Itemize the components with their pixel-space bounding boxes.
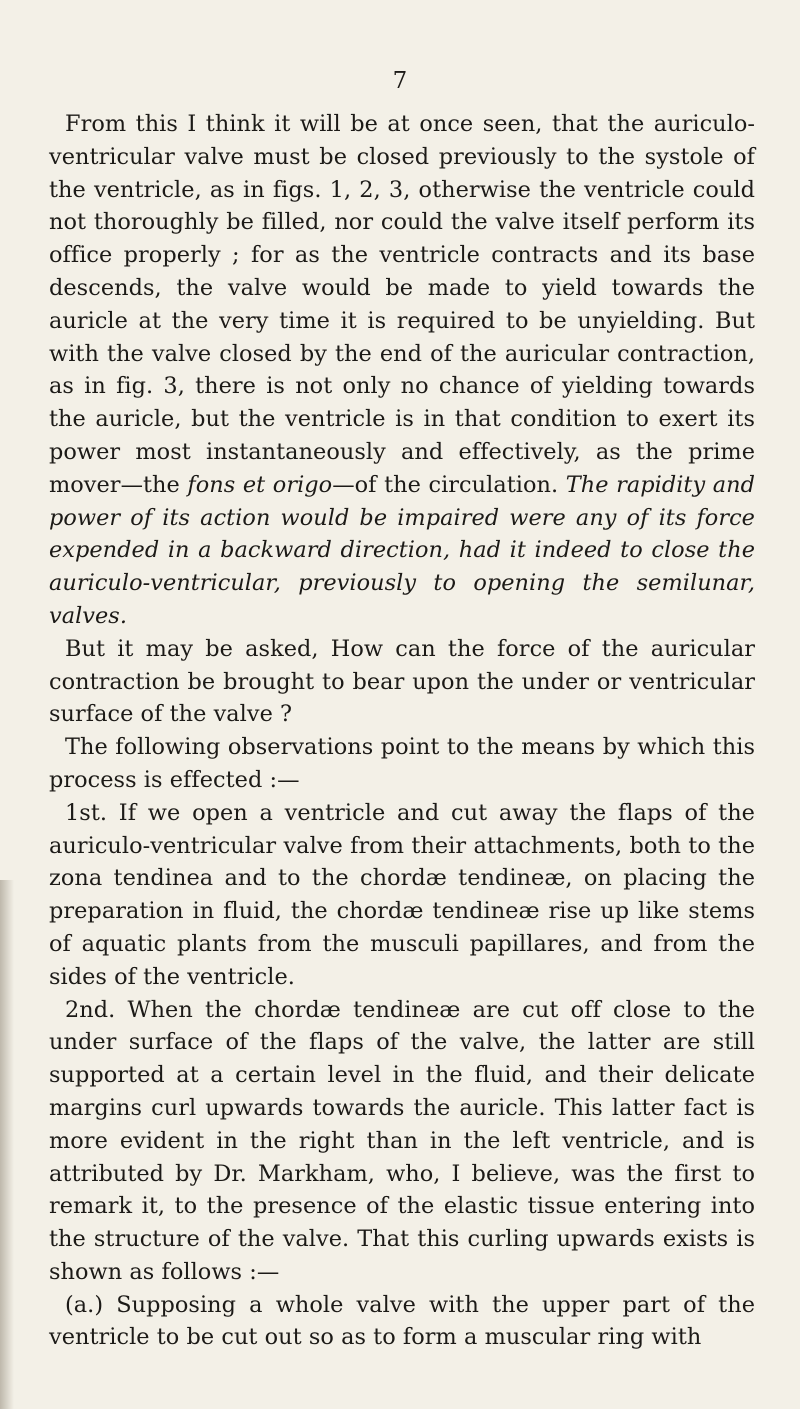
paragraph-text: From this I think it will be at once seen, that the auriculo-ventricular valve must be closed previously to the systole of the ventricle, as in figs. 1, 2, 3, otherwise the ventricle could not thoroughly be filled, nor could the valve itself perform its office properly ; for as the ventricle contracts and its base descends, the valve would be made to yield towards the auricle at the very time it is required to be unyielding. But with the valve closed by the end of the auricular contraction, as in fig. 3, there is not only no chance of yielding towards the auricle, but the ventricle is in that condition to exert its power most instantaneously and effectively, as the prime mover—the: [49, 111, 755, 498]
italic-sentence: The rapidity and power of its action would be impaired were any of its force expended in a backward direction, had it indeed to close the auriculo-ventricular, previously to opening the semilunar, valves.: [49, 471, 755, 629]
paragraph: The following observations point to the means by which this process is effected :—: [49, 734, 755, 793]
paragraph: [49, 108, 755, 633]
paragraph: But it may be asked, How can the force of the auricular contraction be brought to bear upon the under or ventricular surface of the valve ?: [49, 635, 755, 728]
paragraph-text: —of the circulation.: [332, 471, 566, 498]
italic-phrase: fons et origo: [187, 471, 333, 498]
paragraph: 2nd. When the chordæ tendineæ are cut off close to the under surface of the flaps of the valve, the latter are still supported at a certain level in the fluid, and their delicate margins curl upwards towards the auricle. This latter fact is more evident in the right than in the left ventricle, and is attributed by Dr. Markham, who, I believe, was the first to remark it, to the presence of the elastic tissue entering into the structure of the valve. That this curling upwards exists is shown as follows :—: [49, 996, 755, 1285]
paragraph: (a.) Supposing a whole valve with the upper part of the ventricle to be cut out so as to form a muscular ring with: [49, 1291, 755, 1351]
paragraph: 1st. If we open a ventricle and cut away the flaps of the auriculo-ventricular valve from their attachments, both to the zona tendinea and to the chordæ tendineæ, on placing the preparation in fluid, the chordæ tendineæ rise up like stems of aquatic plants from the musculi papillares, and from the sides of the ventricle.: [49, 799, 755, 990]
body-text: [49, 108, 755, 1354]
page-number: 7: [392, 68, 408, 94]
binding-shadow: [0, 880, 14, 1409]
